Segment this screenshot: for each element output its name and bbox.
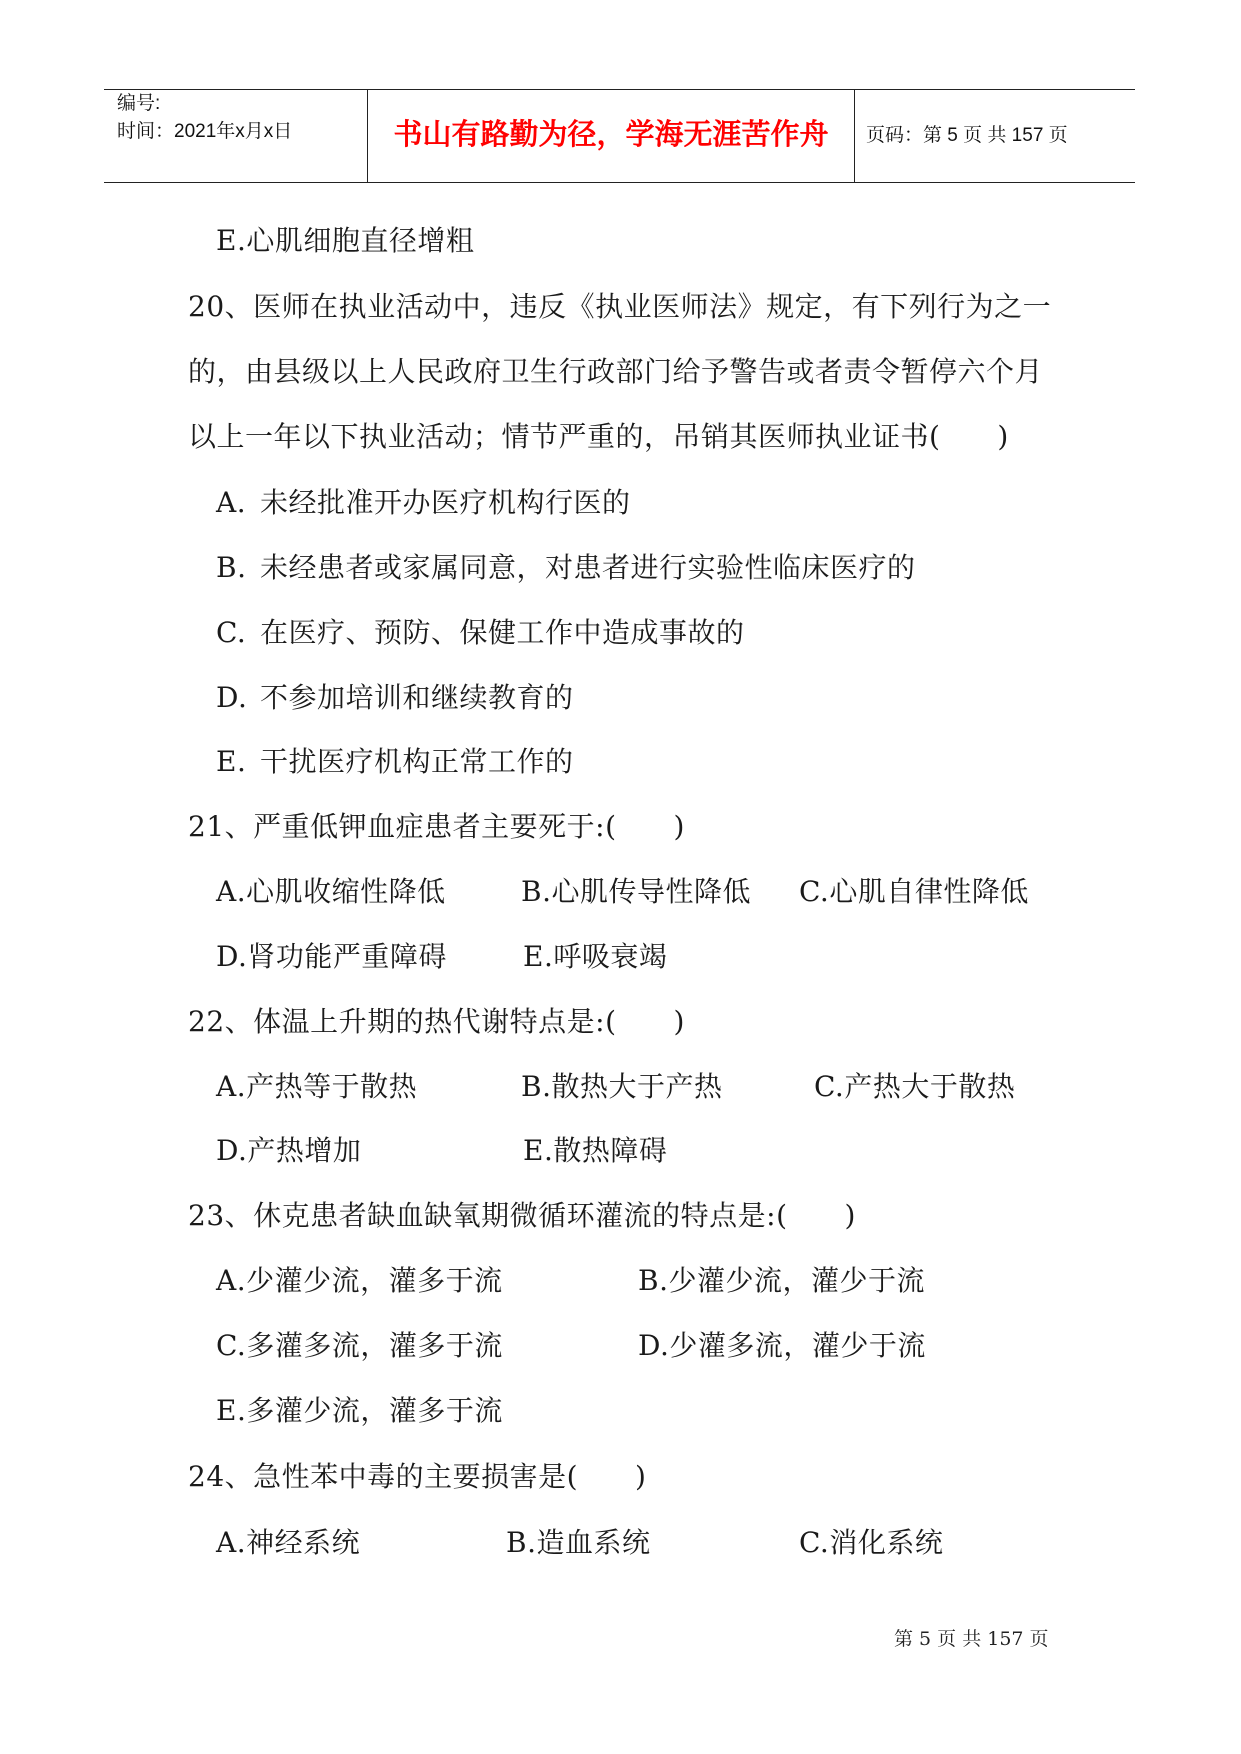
question-20-option-c xyxy=(216,615,745,651)
question-20-stem-line-1: 20、医师在执业活动中，违反《执业医师法》规定，有下列行为之一 xyxy=(188,290,1052,323)
question-20-option-d xyxy=(216,680,574,716)
question-21-stem: 21、严重低钾血症患者主要死于:( ) xyxy=(188,810,685,843)
question-21-option-e: E.呼吸衰竭 xyxy=(523,940,668,973)
question-22-option-c: C.产热大于散热 xyxy=(814,1070,1016,1103)
option-label: B. xyxy=(216,551,247,584)
question-20-option-e xyxy=(216,744,574,780)
question-21-option-c: C.心肌自律性降低 xyxy=(799,875,1029,908)
question-21-option-d: D.肾功能严重障碍 xyxy=(216,940,447,973)
question-22-option-a: A.产热等于散热 xyxy=(216,1070,418,1103)
question-24-stem: 24、急性苯中毒的主要损害是( ) xyxy=(188,1460,647,1493)
header-page-info: 页码：第 5 页 共 157 页 xyxy=(866,125,1068,146)
question-20-stem-line-2: 的，由县级以上人民政府卫生行政部门给予警告或者责令暂停六个月 xyxy=(188,355,1044,388)
option-text: 在医疗、预防、保健工作中造成事故的 xyxy=(260,616,745,649)
question-23-option-b: B.少灌少流，灌少于流 xyxy=(638,1264,925,1297)
question-24-option-b: B.造血系统 xyxy=(506,1526,651,1559)
option-label: D. xyxy=(216,681,248,714)
question-20-option-b xyxy=(216,550,916,586)
question-23-option-a: A.少灌少流，灌多于流 xyxy=(216,1264,503,1297)
question-22-stem: 22、体温上升期的热代谢特点是:( ) xyxy=(188,1005,685,1038)
header-motto: 书山有路勤为径，学海无涯苦作舟 xyxy=(393,119,829,151)
question-24-option-a: A.神经系统 xyxy=(216,1526,361,1559)
option-label: C. xyxy=(216,616,247,649)
header-number-label: 编号: xyxy=(117,93,161,114)
question-21-option-b: B.心肌传导性降低 xyxy=(521,875,751,908)
question-22-option-b: B.散热大于产热 xyxy=(521,1070,723,1103)
question-22-option-d: D.产热增加 xyxy=(216,1134,362,1167)
option-label: E. xyxy=(216,745,247,778)
question-23-option-c: C.多灌多流，灌多于流 xyxy=(216,1329,503,1362)
header-divider-right xyxy=(854,89,855,182)
header-divider-left xyxy=(367,89,368,182)
question-23-option-d: D.少灌多流，灌少于流 xyxy=(638,1329,926,1362)
option-text: 不参加培训和继续教育的 xyxy=(260,681,574,714)
question-23-option-e: E.多灌少流，灌多于流 xyxy=(216,1394,503,1427)
footer-page-number: 第 5 页 共 157 页 xyxy=(894,1628,1049,1650)
option-text: 干扰医疗机构正常工作的 xyxy=(260,745,574,778)
question-23-stem: 23、休克患者缺血缺氧期微循环灌流的特点是:( ) xyxy=(188,1199,856,1232)
question-21-option-a: A.心肌收缩性降低 xyxy=(216,875,446,908)
question-24-option-c: C.消化系统 xyxy=(799,1526,944,1559)
option-text: 未经患者或家属同意，对患者进行实验性临床医疗的 xyxy=(260,551,916,584)
option-label: A. xyxy=(216,486,247,519)
header-top-rule xyxy=(104,89,1135,90)
option-text: 未经批准开办医疗机构行医的 xyxy=(260,486,631,519)
question-22-option-e: E.散热障碍 xyxy=(523,1134,668,1167)
question-20-stem-line-3: 以上一年以下执业活动；情节严重的，吊销其医师执业证书( ) xyxy=(188,420,1009,453)
question-20-option-a xyxy=(216,485,631,521)
header-time-label: 时间：2021年x月x日 xyxy=(117,121,293,142)
header-bottom-rule xyxy=(104,182,1135,183)
carryover-option: E.心肌细胞直径增粗 xyxy=(216,224,475,257)
